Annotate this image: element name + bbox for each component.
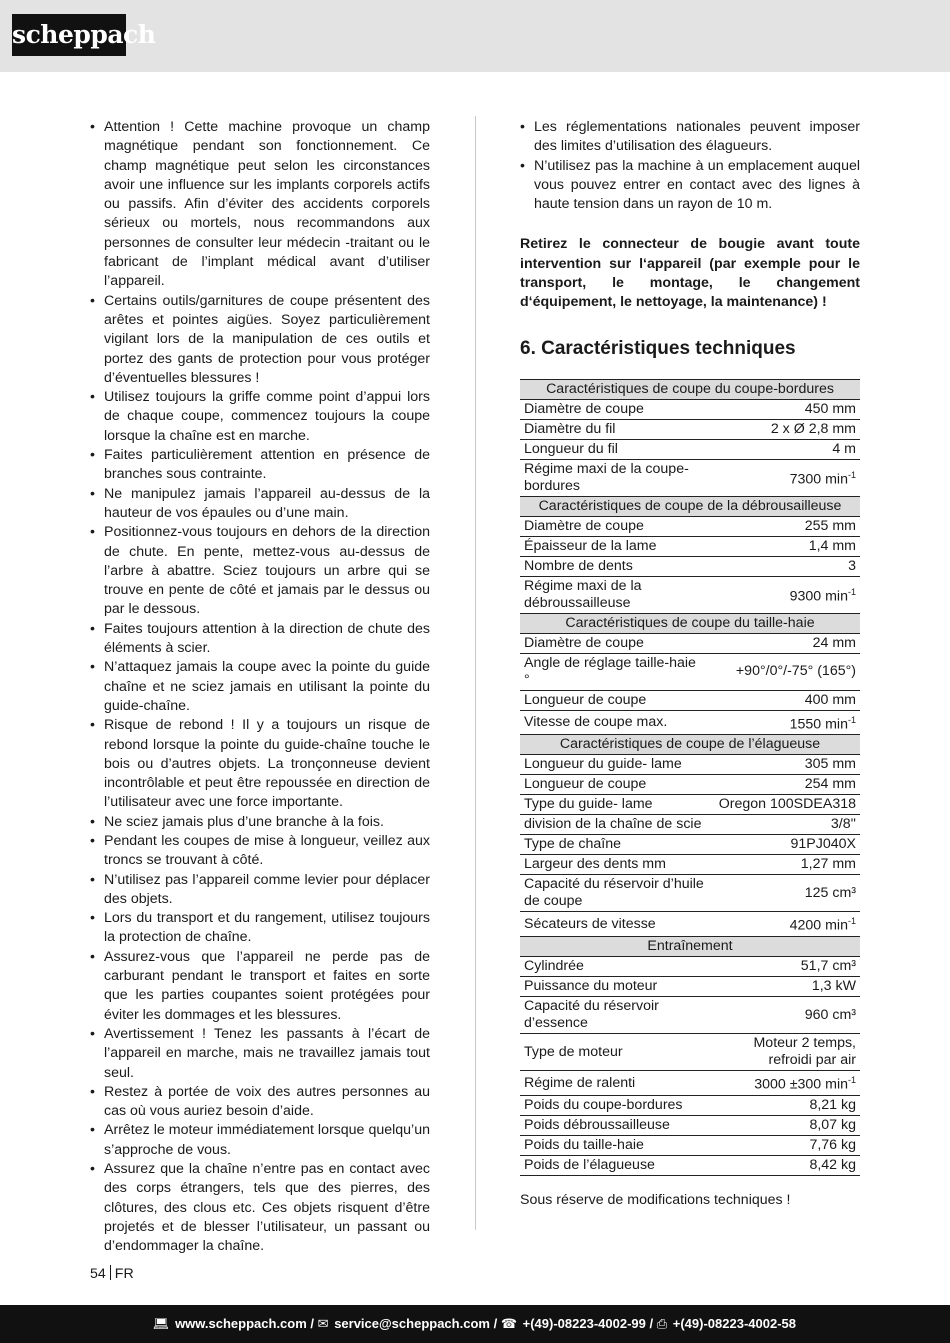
- modification-note: Sous réserve de modifications techniques !: [520, 1192, 791, 1208]
- footer-email-link[interactable]: service@scheppach.com: [334, 1316, 490, 1331]
- spec-row: [520, 795, 860, 815]
- spec-row: [520, 775, 860, 795]
- spec-label: Diamètre du fil: [520, 419, 708, 439]
- spec-row: [520, 690, 860, 710]
- spec-value: [708, 516, 860, 536]
- page-separator: [110, 1265, 111, 1280]
- spec-value: [708, 690, 860, 710]
- spec-label: Vitesse de coupe max.: [520, 710, 708, 735]
- list-item: • Assurez-vous que l’appareil ne perde pas de carburant pendant le transport et faites en sorte que les parties coupantes soient protégées pour éviter les dommages et les blessures.: [90, 948, 430, 1025]
- list-item: • Faites toujours attention à la direction de chute des éléments à scier.: [90, 620, 430, 659]
- spec-unit-exponent: -1: [847, 714, 856, 725]
- spec-row: [520, 912, 860, 937]
- spec-row: [520, 653, 860, 690]
- spec-group-title: Caractéristiques de coupe du taille-haie: [520, 613, 860, 633]
- spec-value-text: 3: [848, 557, 856, 574]
- spec-label: Type du guide- lame: [520, 795, 708, 815]
- spec-label: Diamètre de coupe: [520, 399, 708, 419]
- list-item: • Lors du transport et du rangement, utilisez toujours la protection de chaîne.: [90, 909, 430, 948]
- spec-label: Régime de ralenti: [520, 1071, 708, 1096]
- spec-label: Type de chaîne: [520, 835, 708, 855]
- spec-unit-exponent: -1: [847, 1075, 856, 1086]
- spec-group-header: [520, 379, 860, 399]
- list-item: • Utilisez toujours la griffe comme point d’appui lors de chaque coupe, commencez toujours la coupe lorsque la chaîne est en marche.: [90, 388, 430, 446]
- spec-value: [708, 419, 860, 439]
- spec-value: [708, 653, 860, 690]
- spec-value-text: 8,42 kg: [809, 1156, 856, 1173]
- spec-row: [520, 997, 860, 1034]
- spec-row: [520, 875, 860, 912]
- spec-row: [520, 977, 860, 997]
- spec-value: [708, 977, 860, 997]
- spec-label: Longueur du guide- lame: [520, 755, 708, 775]
- spec-label: Poids de l’élagueuse: [520, 1155, 708, 1175]
- spec-value-text: 4200 min: [789, 918, 848, 935]
- spec-value: [708, 795, 860, 815]
- spec-row: [520, 459, 860, 496]
- footer-bar: [0, 1305, 950, 1343]
- spec-value: [708, 439, 860, 459]
- spec-value: [708, 556, 860, 576]
- list-item: • Ne sciez jamais plus d’une branche à la fois.: [90, 813, 430, 832]
- footer-sep: /: [649, 1316, 657, 1331]
- spec-value-text: 254 mm: [804, 776, 856, 793]
- spec-row: [520, 419, 860, 439]
- spec-row: [520, 516, 860, 536]
- spec-value-text: 8,07 kg: [809, 1116, 856, 1133]
- spec-label: Régime maxi de la débroussailleuse: [520, 576, 708, 613]
- spec-label: Capacité du réservoir d’huile de coupe: [520, 875, 708, 912]
- spec-group-header: [520, 496, 860, 516]
- spec-value-text: 2 x Ø 2,8 mm: [770, 420, 856, 437]
- list-item: • N’utilisez pas la machine à un emplacement auquel vous pouvez entrer en contact avec des lignes à haute tension dans un rayon de 10 m.: [520, 157, 860, 215]
- list-item: • Arrêtez le moteur immédiatement lorsque quelqu’un s’approche de vous.: [90, 1121, 430, 1160]
- spec-value-text: 51,7 cm³: [800, 958, 856, 975]
- footer-fax: +(49)-08223-4002-58: [672, 1316, 796, 1331]
- spec-value-text: 255 mm: [804, 517, 856, 534]
- spec-row: [520, 536, 860, 556]
- spec-unit-exponent: -1: [847, 586, 856, 597]
- spec-value: [708, 815, 860, 835]
- safety-list-left: [90, 118, 430, 1257]
- left-column: [90, 118, 430, 1257]
- spec-value-text: 400 mm: [804, 691, 856, 708]
- spec-value-text: 7300 min: [789, 471, 848, 488]
- spec-value: [708, 1115, 860, 1135]
- list-item: • Faites particulièrement attention en présence de branches sous contrainte.: [90, 446, 430, 485]
- spec-label: Épaisseur de la lame: [520, 536, 708, 556]
- footer-phone: +(49)-08223-4002-99: [522, 1316, 646, 1331]
- list-item: • Pendant les coupes de mise à longueur, veillez aux troncs se trouvant à côté.: [90, 832, 430, 871]
- spec-label: Longueur de coupe: [520, 775, 708, 795]
- spec-value: [708, 399, 860, 419]
- spec-value-text: 125 cm³: [804, 884, 856, 901]
- spec-label: Largeur des dents mm: [520, 855, 708, 875]
- spec-row: [520, 1155, 860, 1175]
- spec-label: Poids débroussailleuse: [520, 1115, 708, 1135]
- phone-icon: ☎: [500, 1316, 518, 1331]
- spec-row: [520, 710, 860, 735]
- spec-value-text: 1,3 kW: [811, 978, 856, 995]
- page-language: FR: [114, 1266, 134, 1282]
- spec-label: Type de moteur: [520, 1034, 708, 1071]
- scheppach-logo: scheppach: [12, 14, 126, 56]
- list-item: • Restez à portée de voix des autres personnes au cas où vous auriez besoin d’aide.: [90, 1083, 430, 1122]
- spec-value-text: +90°/0°/-75° (165°): [735, 663, 856, 680]
- spec-value-text: 3000 ±300 min: [754, 1076, 848, 1093]
- spec-value: [708, 775, 860, 795]
- spark-plug-warning: Retirez le connecteur de bougie avant toute intervention sur l‘appareil (par exemple pour le transport, le montage, le changement d‘équipement, le nettoyage, la maintenance) !: [520, 236, 860, 311]
- spec-value-text: 7,76 kg: [809, 1136, 856, 1153]
- mail-icon: ✉: [317, 1316, 329, 1331]
- safety-list-right: [520, 118, 860, 214]
- list-item: • N’utilisez pas l’appareil comme levier pour déplacer des objets.: [90, 871, 430, 910]
- spec-value: [708, 875, 860, 912]
- spec-value-text: 8,21 kg: [809, 1096, 856, 1113]
- spec-label: Angle de réglage taille-haie °: [520, 653, 708, 690]
- spec-label: Nombre de dents: [520, 556, 708, 576]
- spec-label: Régime maxi de la coupe-bordures: [520, 459, 708, 496]
- spec-row: [520, 1071, 860, 1096]
- spec-value-text: 3/8'': [830, 816, 856, 833]
- spec-label: Diamètre de coupe: [520, 516, 708, 536]
- specs-table: [520, 379, 860, 1176]
- laptop-icon: 💻︎: [152, 1316, 170, 1331]
- spec-row: [520, 1095, 860, 1115]
- spec-row: [520, 835, 860, 855]
- spec-row: [520, 1135, 860, 1155]
- spec-row: [520, 957, 860, 977]
- header-bar: [0, 0, 950, 72]
- list-item: • Attention ! Cette machine provoque un champ magnétique pendant son fonctionnement. Ce champ magnétique peut selon les circonstances avoir une influence sur les implants corporels actifs ou passifs. Afin d’éviter des accidents corporels sérieux ou mortels, nous recommandons aux personnes de consulter leur médecin -traitant ou le fabricant de l’implant médical avant d’utiliser l’appareil.: [90, 118, 430, 292]
- list-item: • Avertissement ! Tenez les passants à l’écart de l’appareil en marche, mais ne travaillez jamais tout seul.: [90, 1025, 430, 1083]
- spec-row: [520, 633, 860, 653]
- spec-value: [708, 912, 860, 937]
- footer-web-link[interactable]: www.scheppach.com: [175, 1316, 307, 1331]
- spec-value: [708, 1071, 860, 1096]
- spec-group-title: Caractéristiques de coupe de l’élagueuse: [520, 735, 860, 755]
- spec-value: [708, 536, 860, 556]
- spec-value-text: 24 mm: [812, 634, 856, 651]
- spec-value: [708, 1135, 860, 1155]
- spec-value: [708, 997, 860, 1034]
- spec-value-text: 1,27 mm: [800, 856, 856, 873]
- spec-value-text: 450 mm: [804, 400, 856, 417]
- spec-value: [708, 1095, 860, 1115]
- list-item: • Les réglementations nationales peuvent imposer des limites d’utilisation des élagueurs.: [520, 118, 860, 157]
- spec-value-text: 1550 min: [789, 716, 848, 733]
- spec-value: [708, 1155, 860, 1175]
- list-item: • Positionnez-vous toujours en dehors de la direction de chute. En pente, mettez-vous au-dessus de l’arbre à abattre. Sciez toujours un arbre qui se trouve en pente de côté et jamais par le dessus ou par le dessous.: [90, 523, 430, 619]
- list-item: • Risque de rebond ! Il y a toujours un risque de rebond lorsque la pointe du guide-chaîne touche le bois ou d’autres objets. La tronçonneuse devient incontrôlable et peut être repoussée en direction de l’utilisateur avec une force importante.: [90, 716, 430, 812]
- spec-label: Poids du coupe-bordures: [520, 1095, 708, 1115]
- spec-unit-exponent: -1: [847, 916, 856, 927]
- list-item: • Assurez que la chaîne n’entre pas en contact avec des corps étrangers, tels que des pierres, des clôtures, des clous etc. Ces objets risquent d’être projetés et de blesser l’utilisateur, un passant ou d’endommager la chaîne.: [90, 1160, 430, 1256]
- spec-row: [520, 439, 860, 459]
- spec-label: division de la chaîne de scie: [520, 815, 708, 835]
- spec-value: [708, 855, 860, 875]
- spec-value-text: 9300 min: [789, 588, 848, 605]
- list-item: • Ne manipulez jamais l’appareil au-dessus de la hauteur de vos épaules ou d’une main.: [90, 485, 430, 524]
- spec-value: [708, 710, 860, 735]
- list-item: • N’attaquez jamais la coupe avec la pointe du guide chaîne et ne sciez jamais en utilisant la pointe du guide-chaîne.: [90, 658, 430, 716]
- spec-group-header: [520, 937, 860, 957]
- spec-row: [520, 556, 860, 576]
- spec-value-text: Moteur 2 temps, refroidi par air: [753, 1035, 856, 1069]
- spec-row: [520, 815, 860, 835]
- spec-value: [708, 459, 860, 496]
- spec-label: Poids du taille-haie: [520, 1135, 708, 1155]
- list-item: • Certains outils/garnitures de coupe présentent des arêtes et pointes aigües. Soyez particulièrement vigilant lors de la manipulation de ces outils et portez des gants de protection pour vous protéger d’éventuelles blessures !: [90, 292, 430, 388]
- page-number-value: 54: [90, 1266, 106, 1282]
- spec-row: [520, 576, 860, 613]
- spec-label: Diamètre de coupe: [520, 633, 708, 653]
- spec-value-text: Oregon 100SDEA318: [718, 796, 856, 813]
- right-column: [520, 118, 860, 1176]
- column-divider: [475, 116, 476, 1230]
- spec-unit-exponent: -1: [847, 469, 856, 480]
- footer-sep: /: [310, 1316, 318, 1331]
- spec-group-title: Caractéristiques de coupe de la débrousailleuse: [520, 496, 860, 516]
- spec-value-text: 91PJ040X: [790, 836, 856, 853]
- spec-row: [520, 399, 860, 419]
- spec-value: [708, 1034, 860, 1071]
- spec-value-text: 305 mm: [804, 756, 856, 773]
- spec-value: [708, 576, 860, 613]
- spec-label: Longueur du fil: [520, 439, 708, 459]
- spec-row: [520, 855, 860, 875]
- spec-group-title: Caractéristiques de coupe du coupe-bordures: [520, 379, 860, 399]
- spec-row: [520, 755, 860, 775]
- footer-sep: /: [493, 1316, 501, 1331]
- spec-value-text: 4 m: [832, 440, 856, 457]
- fax-icon: ⎙: [656, 1316, 668, 1331]
- spec-label: Longueur de coupe: [520, 690, 708, 710]
- spec-value: [708, 957, 860, 977]
- spec-group-header: [520, 735, 860, 755]
- spec-value-text: 960 cm³: [804, 1006, 856, 1023]
- spec-value: [708, 633, 860, 653]
- page-number: [90, 1265, 134, 1282]
- spec-value: [708, 835, 860, 855]
- spec-label: Puissance du moteur: [520, 977, 708, 997]
- section-title: 6. Caractéristiques techniques: [520, 337, 796, 359]
- spec-value-text: 1,4 mm: [808, 537, 856, 554]
- spec-group-header: [520, 613, 860, 633]
- spec-label: Sécateurs de vitesse: [520, 912, 708, 937]
- spec-group-title: Entraînement: [520, 937, 860, 957]
- spec-row: [520, 1034, 860, 1071]
- spec-value: [708, 755, 860, 775]
- spec-label: Cylindrée: [520, 957, 708, 977]
- spec-label: Capacité du réservoir d’essence: [520, 997, 708, 1034]
- spec-row: [520, 1115, 860, 1135]
